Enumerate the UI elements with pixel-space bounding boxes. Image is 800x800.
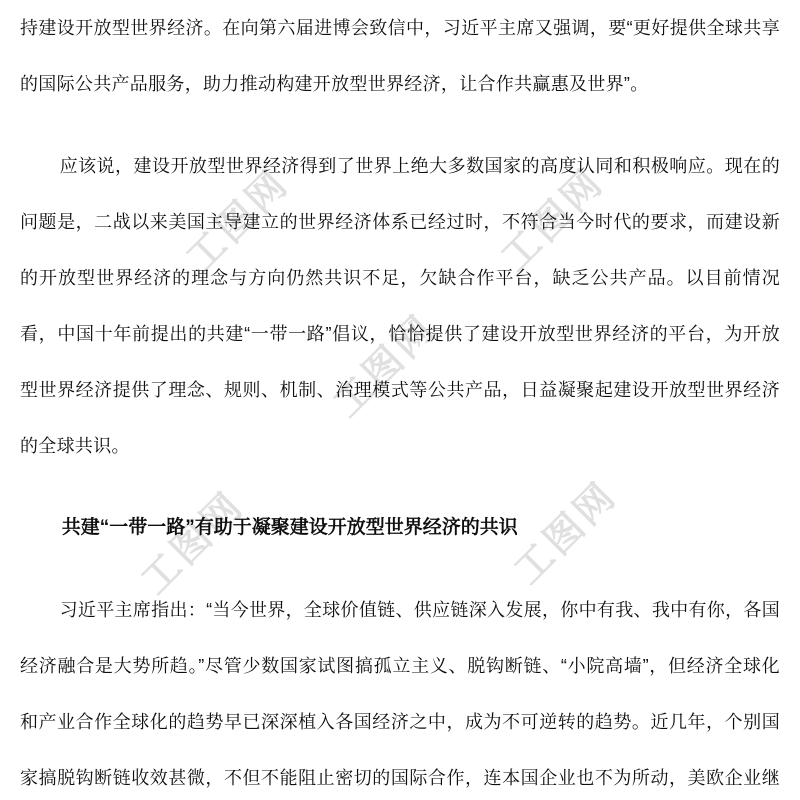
watermark-text: 工图网 [178, 161, 298, 281]
watermark-text: 工图网 [325, 306, 445, 426]
paragraph-continuation: 持建设开放型世界经济。在向第六届进博会致信中，习近平主席又强调，要“更好提供全球共享的国际公共产品服务，助力推动构建开放型世界经济，让合作共赢惠及世界”。 [20, 18, 780, 94]
paragraph: 应该说，建设开放型世界经济得到了世界上绝大多数国家的高度认同和积极响应。现在的问题是，二战以来美国主导建立的世界经济体系已经过时，不符合当今时代的要求，而建设新的开放型世界经济的理念与方向仍然共识不足，欠缺合作平台，缺乏公共产品。以目前情况看，中国十年前提出的共建“一带一路”倡议，恰恰提供了建设开放型世界经济的平台，为开放型世界经济提供了理念、规则、机制、治理模式等公共产品，日益凝聚起建设开放型世界经济的全球共识。 [20, 156, 780, 456]
watermark-text: 工图网 [133, 483, 253, 603]
section-heading: 共建“一带一路”有助于凝聚建设开放型世界经济的共识 [61, 517, 518, 538]
paragraph: 习近平主席指出：“当今世界，全球价值链、供应链深入发展，你中有我、我中有你，各国经济融合是大势所趋。”尽管少数国家试图搞孤立主义、脱钩断链、“小院高墙”，但经济全球化和产业合作全球化的趋势早已深深植入各国经济之中，成为不可逆转的趋势。近几年，个别国家搞脱钩断链收效甚微，不但不能阻止密切的国际合作，连本国企业也不为所动，美欧企业继 [20, 600, 780, 788]
watermark-text: 工图网 [493, 160, 613, 280]
watermark-text: 工图网 [506, 473, 626, 593]
